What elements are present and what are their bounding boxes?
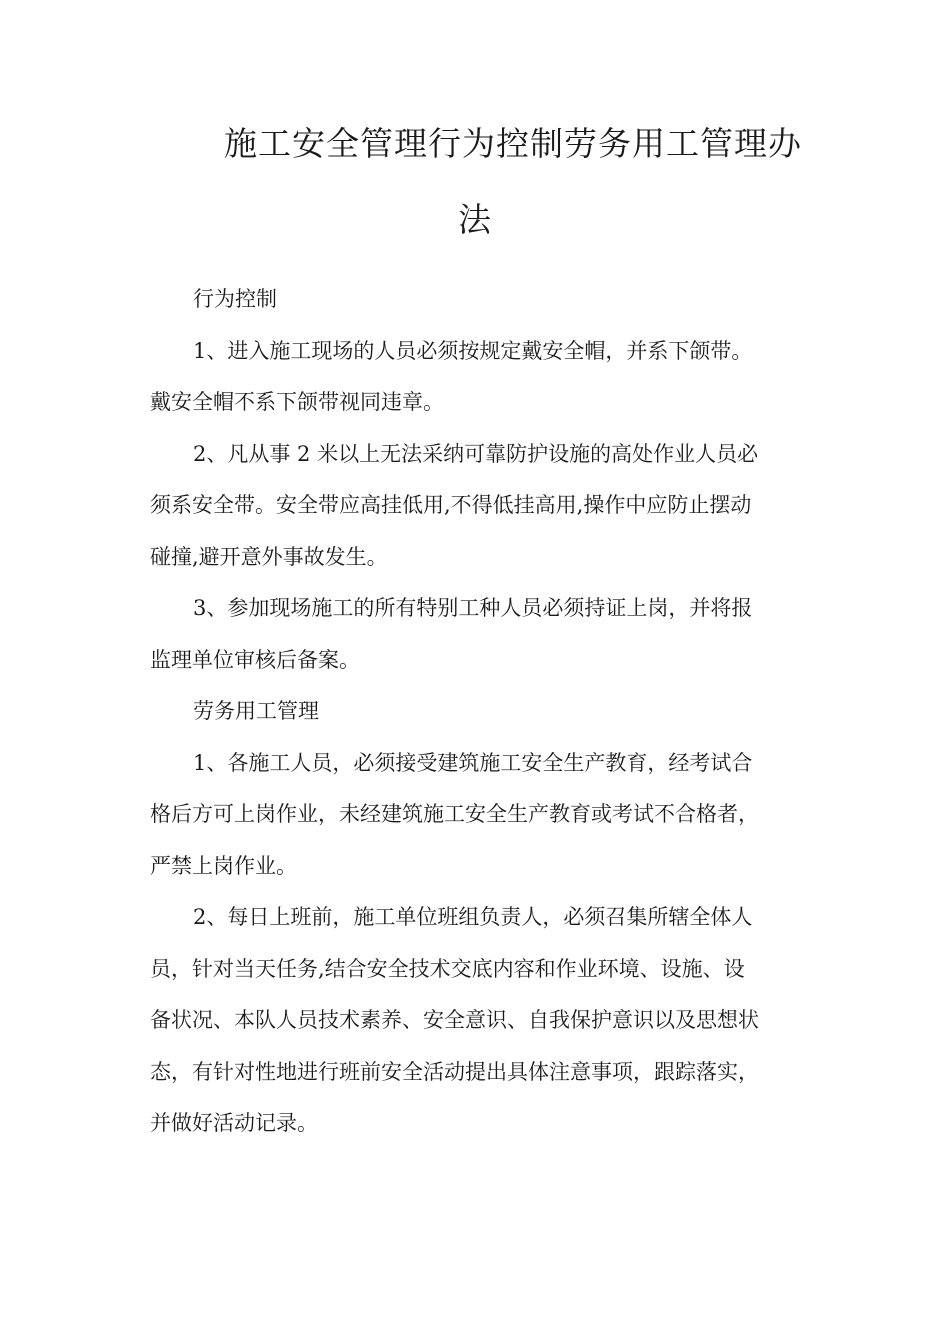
paragraph-line: 格后方可上岗作业，未经建筑施工安全生产教育或考试不合格者， (150, 802, 759, 826)
section-heading-behavior-control (150, 274, 805, 326)
paragraph-line: 监理单位审核后备案。 (150, 647, 360, 672)
paragraph-line: 3、参加现场施工的所有特别工种人员必须持证上岗，并将报 (193, 596, 753, 620)
paragraph-line: 1、进入施工现场的人员必须按规定戴安全帽，并系下颌带。 (193, 338, 753, 363)
paragraph-line: 1、各施工人员，必须接受建筑施工安全生产教育，经考试合 (193, 750, 753, 775)
behavior-item-1 (150, 326, 805, 429)
paragraph-line: 员，针对当天任务,结合安全技术交底内容和作业环境、设施、设 (150, 956, 745, 981)
labor-item-2 (150, 892, 805, 1150)
document-title-line-1: 施工安全管理行为控制劳务用工管理办 (224, 124, 802, 163)
section-heading: 劳务用工管理 (193, 699, 319, 723)
section-heading: 行为控制 (193, 287, 277, 311)
document-title-line-2: 法 (458, 200, 492, 239)
paragraph-line: 2、凡从事 2 米以上无法采纳可靠防护设施的高处作业人员必 (193, 441, 759, 466)
labor-item-1 (150, 738, 805, 893)
paragraph-line: 并做好活动记录。 (150, 1111, 318, 1135)
paragraph-line: 2、每日上班前，施工单位班组负责人，必须召集所辖全体人 (193, 905, 753, 929)
paragraph-line: 碰撞,避开意外事故发生。 (150, 544, 388, 569)
paragraph-line: 态，有针对性地进行班前安全活动提出具体注意事项，跟踪落实， (150, 1059, 759, 1084)
document-body (150, 274, 805, 1150)
paragraph-line: 戴安全帽不系下颌带视同违章。 (150, 390, 444, 414)
paragraph-line: 严禁上岗作业。 (150, 853, 297, 878)
behavior-item-2 (150, 429, 805, 584)
paragraph-line: 备状况、本队人员技术素养、安全意识、自我保护意识以及思想状 (150, 1008, 759, 1032)
paragraph-line: 须系安全带。安全带应高挂低用,不得低挂高用,操作中应防止摆动 (150, 493, 752, 517)
behavior-item-3 (150, 583, 805, 686)
section-heading-labor-management (150, 686, 805, 738)
